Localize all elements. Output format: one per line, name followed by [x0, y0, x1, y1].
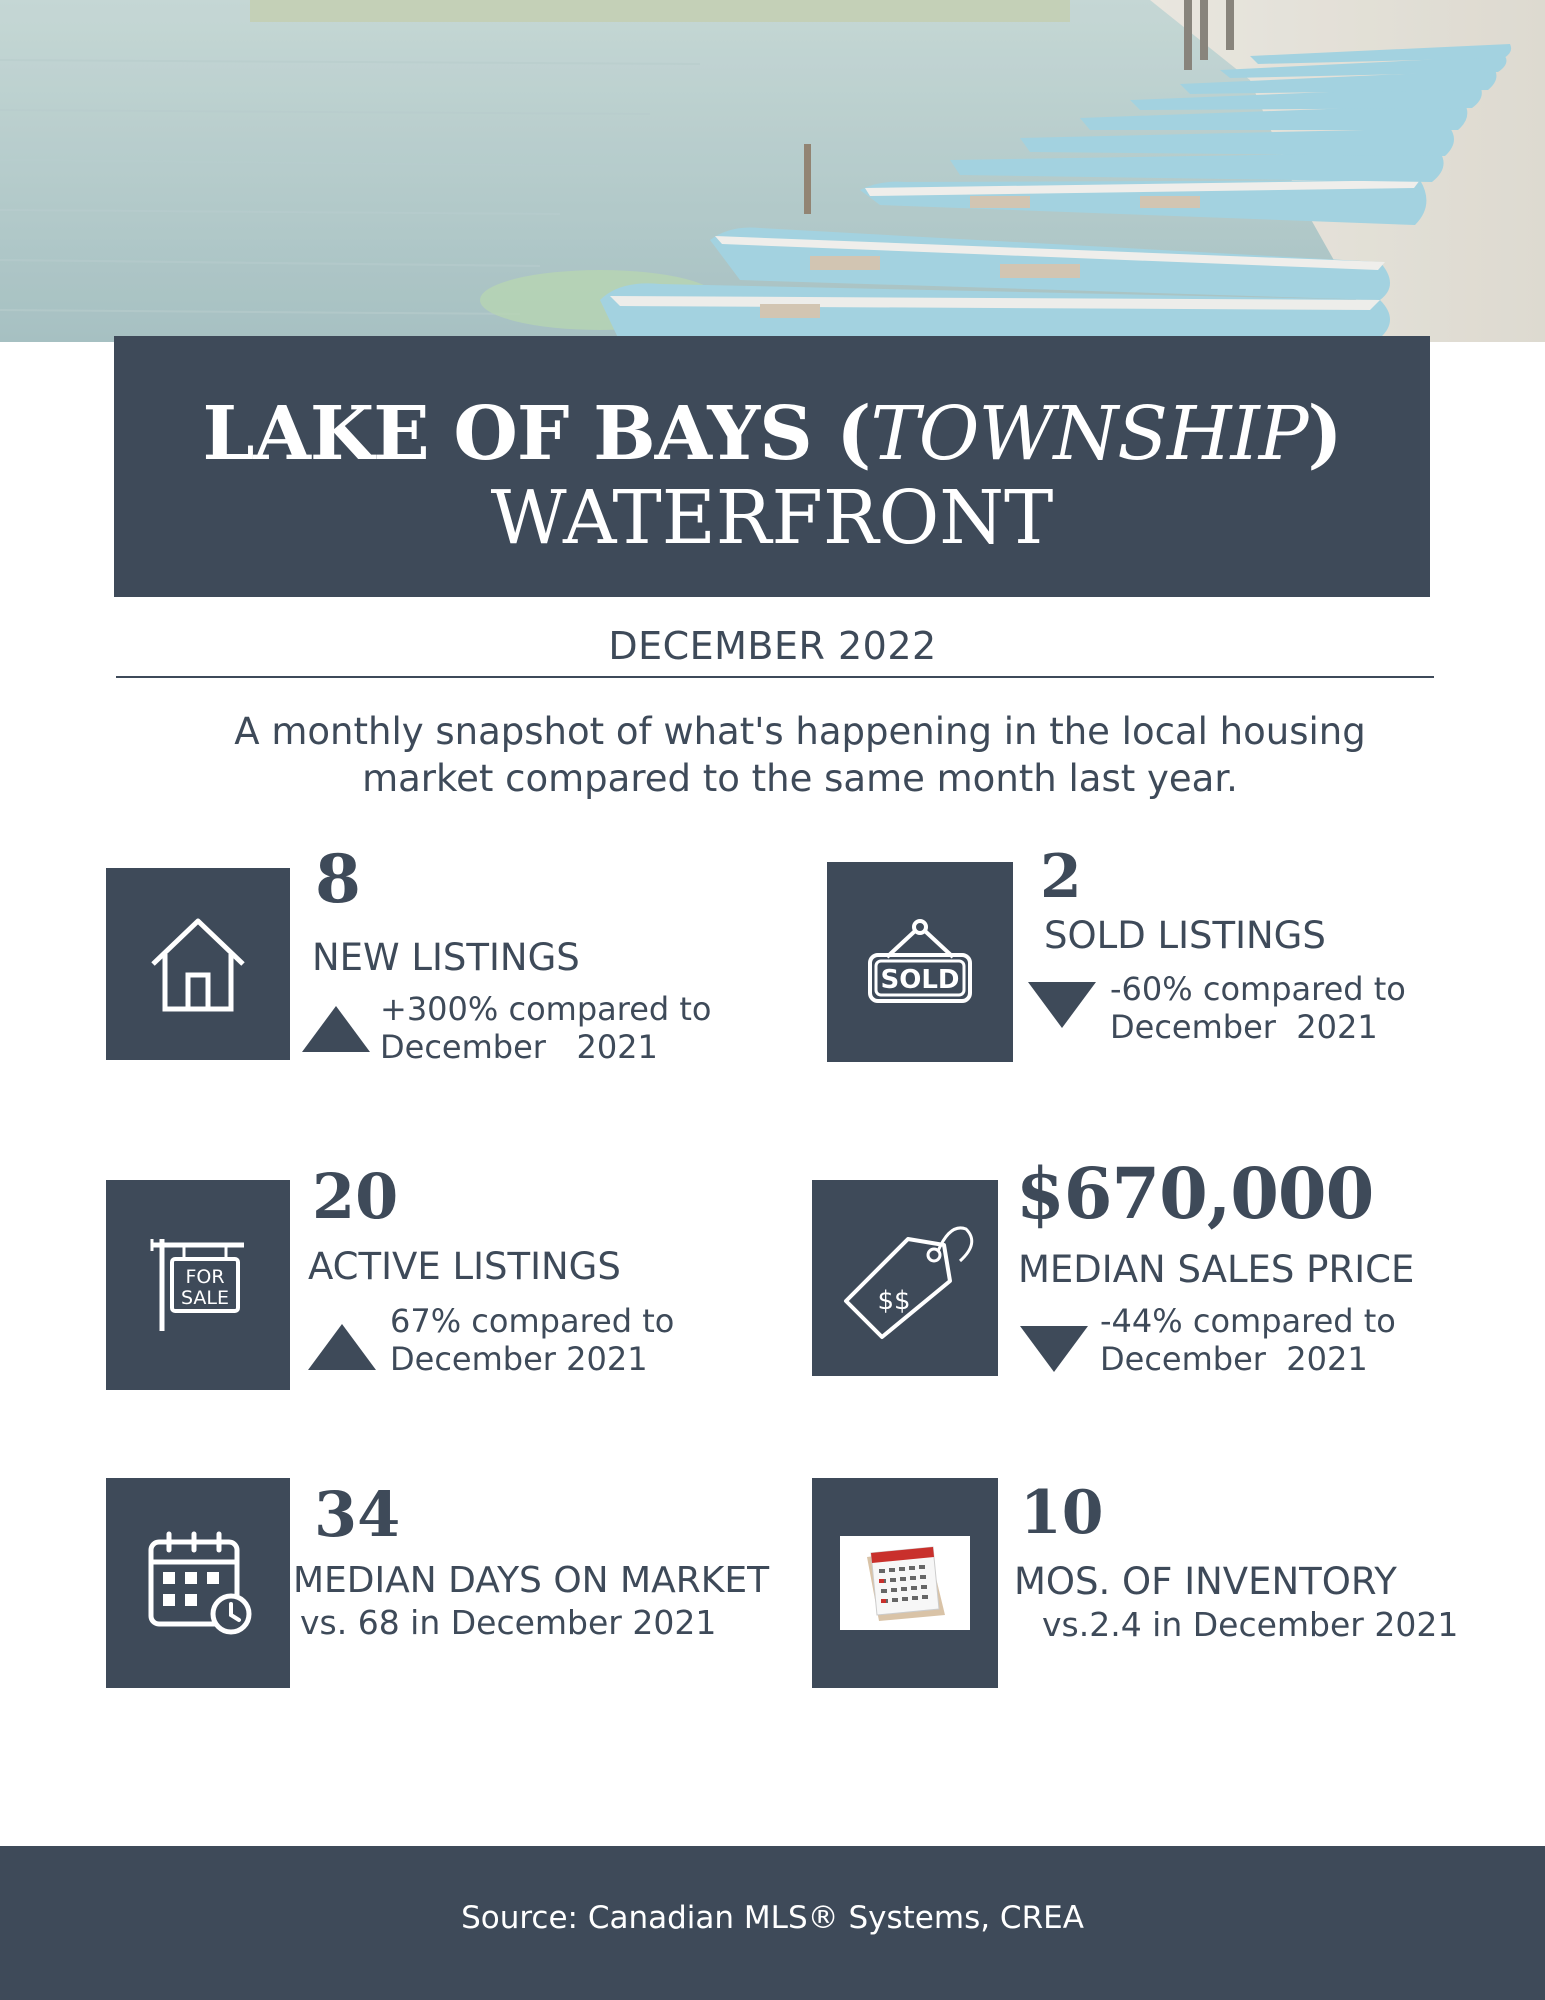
trend-down-icon [1026, 980, 1098, 1030]
sold-listings-value: 2 [1040, 842, 1082, 912]
days-on-market-tile [106, 1478, 290, 1688]
active-listings-tile [106, 1180, 290, 1390]
source-credit: Source: Canadian MLS® Systems, CREA [461, 1900, 1084, 1936]
cmp-line-2: December 2021 [380, 1028, 658, 1066]
cmp-line-2: December 2021 [1100, 1340, 1368, 1378]
for-sale-sign-icon [148, 1235, 248, 1335]
active-listings-label: ACTIVE LISTINGS [308, 1245, 621, 1288]
calendar-clock-icon [143, 1528, 253, 1638]
title-main: LAKE OF BAYS ( [202, 391, 871, 477]
trend-down-icon [1018, 1324, 1090, 1374]
median-price-tile [812, 1180, 998, 1376]
days-on-market-value: 34 [314, 1478, 401, 1551]
cmp-line-1: -60% compared to [1110, 970, 1406, 1008]
new-listings-value: 8 [315, 840, 361, 918]
inventory-comparison: vs.2.4 in December 2021 [1042, 1605, 1459, 1644]
sold-sign-text: SOLD [880, 965, 960, 995]
for-sale-text-1: FOR [185, 1266, 225, 1288]
trend-up-icon [306, 1322, 378, 1372]
cmp-line-1: -44% compared to [1100, 1302, 1396, 1340]
page-subtitle: WATERFRONT [490, 475, 1054, 561]
new-listings-comparison [380, 990, 711, 1066]
house-icon [143, 909, 253, 1019]
sold-listings-tile [827, 862, 1013, 1062]
lake-boats-illustration [0, 0, 1545, 342]
inventory-label: MOS. OF INVENTORY [1014, 1560, 1397, 1603]
active-listings-value: 20 [312, 1160, 399, 1233]
sold-sign-icon [865, 917, 975, 1007]
intro-text [150, 708, 1450, 802]
report-date: DECEMBER 2022 [608, 624, 937, 668]
cmp-line-2: December 2021 [1110, 1008, 1378, 1046]
new-listings-tile [106, 868, 290, 1060]
title-banner [114, 336, 1430, 597]
cmp-line-2: December 2021 [390, 1340, 648, 1378]
median-price-comparison [1100, 1302, 1396, 1378]
new-listings-label: NEW LISTINGS [312, 936, 580, 979]
intro-line-1: A monthly snapshot of what's happening in the local housing [234, 710, 1366, 753]
price-tag-icon [830, 1203, 980, 1353]
for-sale-text-2: SALE [180, 1287, 230, 1309]
title-close: ) [1307, 391, 1342, 477]
price-tag-text: $$ [877, 1286, 911, 1316]
desk-calendar-icon [857, 1543, 953, 1623]
inventory-tile [812, 1478, 998, 1688]
days-on-market-label: MEDIAN DAYS ON MARKET [293, 1560, 770, 1601]
sold-listings-label: SOLD LISTINGS [1044, 914, 1326, 957]
inventory-image [840, 1536, 970, 1630]
inventory-value: 10 [1020, 1478, 1104, 1548]
median-price-value: $670,000 [1016, 1152, 1374, 1235]
divider [116, 676, 1434, 678]
page-title [114, 392, 1430, 476]
days-on-market-comparison: vs. 68 in December 2021 [300, 1603, 717, 1642]
cmp-line-1: +300% compared to [380, 990, 712, 1028]
sold-listings-comparison [1110, 970, 1406, 1046]
title-italic: TOWNSHIP [870, 391, 1308, 477]
intro-line-2: market compared to the same month last year. [362, 757, 1238, 800]
trend-up-icon [300, 1004, 372, 1054]
cmp-line-1: 67% compared to [390, 1302, 675, 1340]
median-price-label: MEDIAN SALES PRICE [1018, 1248, 1415, 1291]
active-listings-comparison [390, 1302, 674, 1378]
hero-photo [0, 0, 1545, 342]
